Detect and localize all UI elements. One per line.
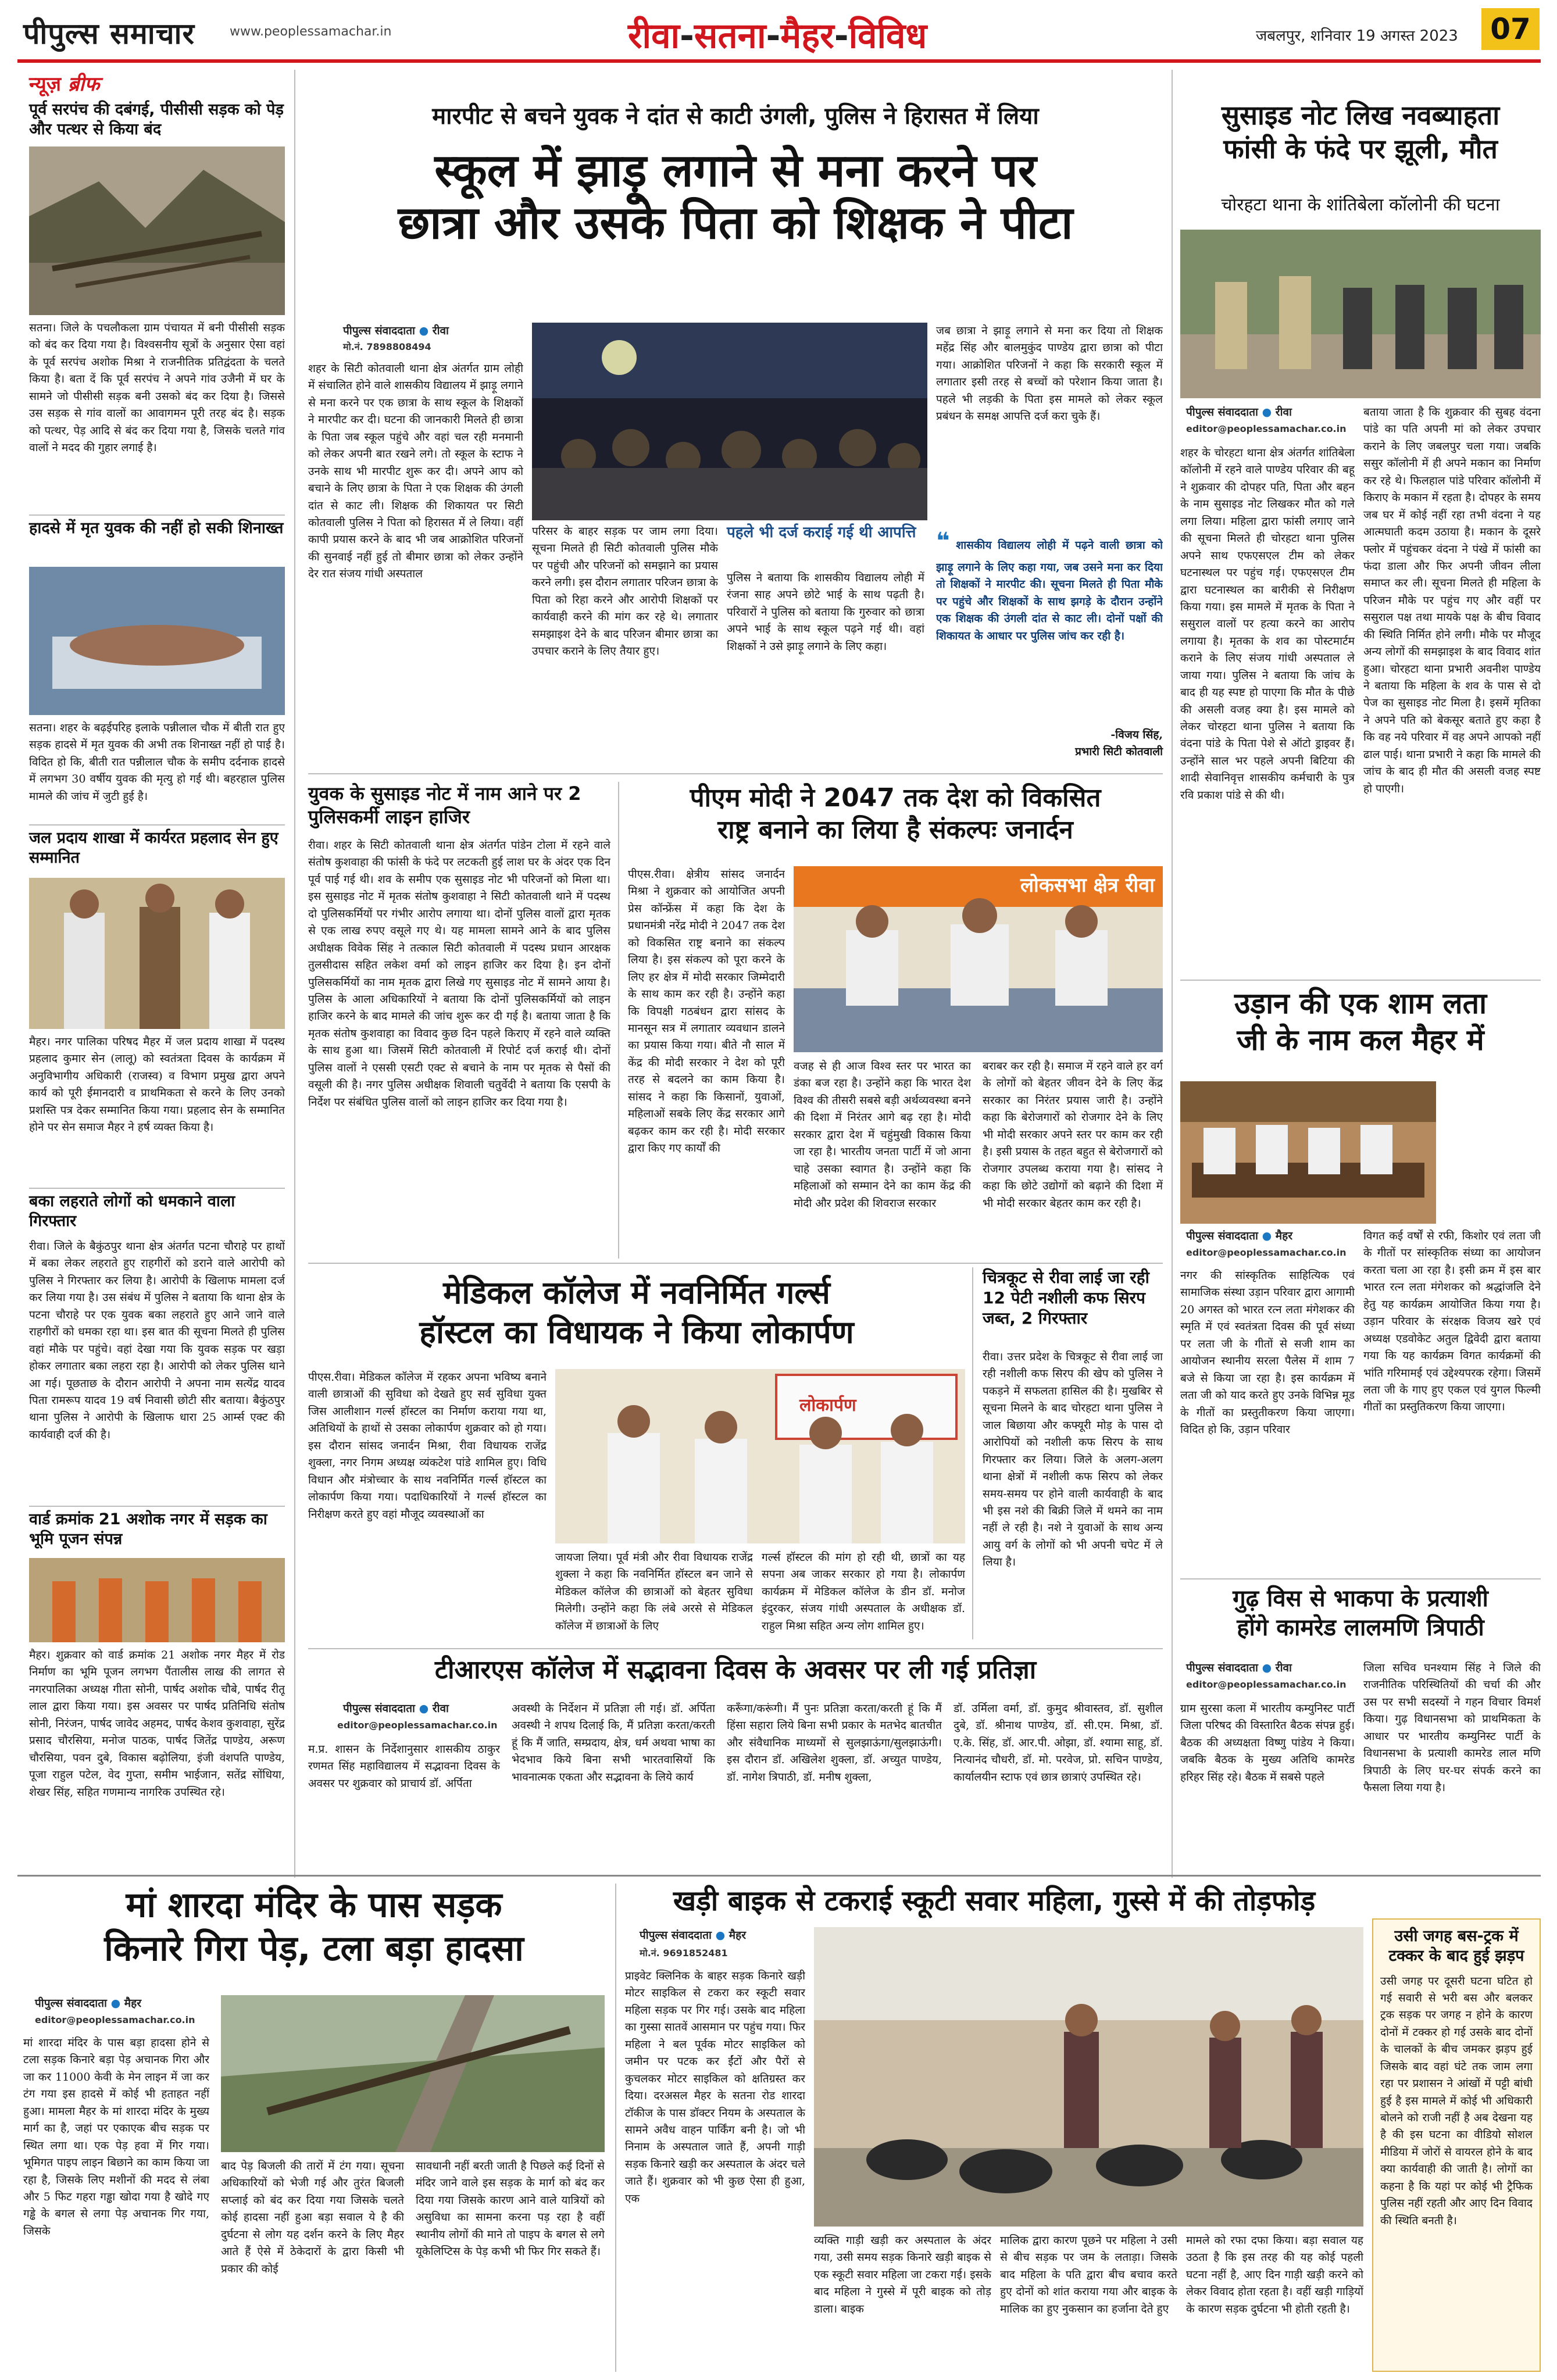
accident-victim-photo bbox=[29, 567, 285, 715]
reporter-email[interactable]: editor@peoplessamachar.co.in bbox=[1186, 1679, 1347, 1690]
lead-col3: पुलिस ने बताया कि शासकीय विद्यालय लोही में रंजना साह अपने छोटे भाई के साथ पढ़ती है। परिवारों ने पुलिस को बताया कि गुरुवार को छात्रा अपने भाई के साथ स्कूल पढ़ने गई थी। वहां शिक्षकों ने उसे झाड़ू लगाने के लिए कहा। bbox=[727, 571, 924, 653]
story-col1: शहर के चोरहटा थाना क्षेत्र अंतर्गत शांतिबेला कॉलोनी में रहने वाले पाण्डेय परिवार की बहू ने शुक्रवार की दोपहर पति, पिता और बहन के नाम सुसाइड नोट लिखकर मौत को गले लगा लिया। महिला द्वारा फांसी लगाए जाने की सूचना मिलते ही चोरहटा थाना पुलिस अपने साथ एफएसएल टीम को लेकर घटनास्थल पर पहुंच गई। एफएसएल टीम द्वारा घटनास्थल का बारीकी से निरीक्षण किया गया। इस मामले में मृतक के पिता ने ससुराल वालों पर हत्या करने का आरोप लगाया है। मृतका के शव का पोस्टमार्टम कराने के लिए संजय गांधी अस्पताल ले जाया गया। पुलिस ने बताया कि जांच के बाद ही यह स्पष्ट हो पाएगा कि मौत के पीछे की असली वजह क्या है। इस मामले को लेकर चोरहटा थाना पुलिस ने बताया कि वंदना पांडे के पिता पेशे से ऑटो ड्राइवर हैं। उन्होंने साल भर पहले अपनी बिटिया की शादी सेवानिवृत्त शासकीय कर्मचारी के पुत्र रवि प्रकाश पांडे से की थी। bbox=[1180, 446, 1355, 802]
box-body: उसी जगह पर दूसरी घटना घटित हो गई सवारी से भरी बस और बलकर ट्रक सड़क पर जगह न होने के कारण दोनों में टक्कर हो गई उसके बाद दोनों के चालकों के बीच जमकर झड़प हुई जिसके बाद वहां घंटे तक जाम लगा रहा पर प्रशासन ने आंखों में पट्टी बांधी हुई है इस मामले में कोई भी अधिकारी बोलने को राजी नहीं है अब देखना यह है की इस घटना का वीडियो सोशल मीडिया में जोरों से वायरल होने के बाद क्या कार्यवाही की जाती है। लोगों का कहना है कि यहां पर कोई भी ट्रैफिक पुलिस नहीं रहती और आए दिन विवाद की स्थिति बनती है। bbox=[1380, 1974, 1533, 2227]
banner-text: लोकार्पण bbox=[799, 1395, 856, 1416]
byline-place: मैहर bbox=[728, 1929, 747, 1942]
bottom-section-rule bbox=[17, 1875, 1541, 1877]
reporter-email[interactable]: editor@peoplessamachar.co.in bbox=[1186, 1247, 1347, 1258]
byline: पीपुल्स संवाददाता ● रीवा bbox=[343, 1702, 449, 1715]
brief-body: सतना। जिले के पचलौकला ग्राम पंचायत में बनी पीसीसी सड़क को बंद कर दिया गया है। विश्वसनीय सूत्रों के अनुसार ऐसा वहां के पूर्व सरपंच अशोक मिश्रा ने राजनीतिक प्रतिद्वंदता के चलते किया है। बता दें कि पूर्व सरपंच ने अपने गांव उजैनी में घर के सामने जो पीसीसी सड़क बनी उसको बंद कर दिया है। जिससे उस सड़क से गांव वालों का आवागमन पूरी तरह बंद है। सड़क को पत्थर, पेड़ आदि से बंद कर दिया गया है, जिसके चलते गांव वालों ने मदद की गुहार लगाई है। bbox=[29, 321, 285, 455]
press-conference-photo bbox=[794, 866, 1163, 1052]
meeting-photo bbox=[1180, 1081, 1436, 1224]
box-headline: उसी जगह बस-ट्रक में टक्कर के बाद हुई झड़प bbox=[1388, 1927, 1524, 1965]
byline-name: पीपुल्स संवाददाता bbox=[343, 1702, 415, 1715]
story-deck: चोरहटा थाना के शांतिबेला कॉलोनी की घटना bbox=[1221, 195, 1500, 215]
byline-name: पीपुल्स संवाददाता bbox=[343, 324, 415, 337]
story-headline-line1: पीएम मोदी ने 2047 तक देश को विकसित bbox=[690, 783, 1101, 813]
story-headline: खड़ी बाइक से टकराई स्कूटी सवार महिला, गुस्से में की तोड़फोड़ bbox=[673, 1885, 1316, 1917]
story-col3: सावधानी नहीं बरती जाती है पिछले कई दिनों से मंदिर जाने वाले इस सड़क के मार्ग को बंद कर दिया गया जिसके कारण आने वाले यात्रियों को असुविधा का सामना करना पड़ रहा है वहीं स्थानीय लोगों की माने तो पाइप के बगल से लगे यूकेलिप्टिस के पेड़ कभी भी फिर गिर सकते हैं। bbox=[416, 2160, 605, 2259]
story-col1: ग्राम सुरसा कला में भारतीय कम्युनिस्ट पार्टी जिला परिषद की विस्तारित बैठक संपन्न हुई। बैठक की अध्यक्षता विष्णु पांडेय ने किया। जबकि बैठक के मुख्य अतिथि कामरेड हरिहर सिंह रहे। बैठक में सबसे पहले bbox=[1180, 1702, 1355, 1784]
story-col2: जिला सचिव घनश्याम सिंह ने जिले की राजनीतिक परिस्थितियों की चर्चा की और उस पर सभी सदस्यों ने गहन विचार विमर्श किया। गुढ़ विधानसभा को प्राथमिकता के आधार पर भारतीय कम्युनिस्ट पार्टी के विधानसभा के प्रत्याशी कामरेड लाल मणि त्रिपाठी के लिए घर-घर संपर्क करने का फैसला लिया गया है। bbox=[1363, 1661, 1541, 1795]
divider bbox=[29, 1506, 285, 1507]
crime-scene-photo bbox=[1180, 230, 1541, 398]
brief-body: रीवा। जिले के बैकुंठपुर थाना क्षेत्र अंतर्गत पटना चौराहे पर हाथों में बका लेकर लहराते हुए राहगीरों को डराने वाले आरोपी को पुलिस ने गिरफ्तार कर लिया है। आरोपी के खिलाफ मामला दर्ज कर लिया गया है। उस संबंध में पुलिस ने बताया कि थाना क्षेत्र के पटना चौराहे पर एक युवक बका लहराते हुए आने जाने वाले राहगीरों को धमका रहा था। इस बात की सूचना मिलते ही पुलिस वहां मौके पर पहुंचे। वहां देखा गया कि युवक सड़क पर खड़ा होकर लगातार बका लहरा रहा है। आरोपी को लेकर पुलिस थाने आ गई। पूछताछ के दौरान आरोपी ने अपना नाम सत्येंद्र यादव पिता रामरूप यादव 19 वर्ष निवासी छोटी सीर बताया। बैकुंठपुर थाना पुलिस ने आरोपी के खिलाफ धारा 25 आर्म्स एक्ट की कार्यवाही दर्ज की है। bbox=[29, 1240, 285, 1441]
reporter-email[interactable]: editor@peoplessamachar.co.in bbox=[337, 1720, 498, 1731]
brief-tag-hi: न्यूज़ bbox=[29, 73, 61, 96]
divider bbox=[29, 514, 285, 516]
newspaper-logo: पीपुल्स समाचार bbox=[23, 17, 195, 51]
story-col2: बाद पेड़ बिजली की तारों में टंग गया। सूचना अधिकारियों को भेजी गई और तुरंत बिजली सप्लाई को बंद कर दिया गया जिसके चलते कोई हादसा नहीं हुआ बड़ा सवाल ये है की दुर्घटना से लोग यह दर्शन करने के लिए मैहर आते हैं ऐसे में ठेकेदारों के द्वारा किसी भी प्रकार की कोई bbox=[221, 2160, 404, 2275]
section-rewa: रीवा bbox=[628, 16, 680, 56]
byline: पीपुल्स संवाददाता ● मैहर bbox=[1186, 1230, 1293, 1242]
damaged-bike-photo bbox=[814, 1927, 1363, 2227]
column-divider bbox=[1172, 70, 1173, 1878]
divider bbox=[308, 1263, 1163, 1264]
divider bbox=[308, 1648, 1163, 1649]
section-title bbox=[628, 10, 927, 58]
divider bbox=[308, 773, 1163, 774]
story-col2: वजह से ही आज विश्व स्तर पर भारत का डंका बज रहा है। उन्होंने कहा कि भारत देश विश्व की तीसरी सबसे बड़ी अर्थव्यवस्था बनने की दिशा में निरंतर आगे बढ़ रहा है। मोदी सरकार द्वारा देश में चहुंमुखी विकास किया जा रहा है। भारतीय जनता पार्टी में जो आना चाहे उसका स्वागत है। उन्होंने कहा कि महिलाओं को सम्मान देने का काम केंद्र की मोदी और प्रदेश की शिवराज सरकार bbox=[794, 1060, 971, 1210]
story-col3: मामले को रफा दफा किया। बड़ा सवाल यह उठता है कि इस तरह की यह कोई पहली घटना नहीं है, आए दिन गाड़ी खड़ी करने को लेकर विवाद होता रहता है। वहीं खड़ी गाड़ियों के कारण सड़क दुर्घटना भी होती रहती है। bbox=[1186, 2234, 1363, 2315]
story-headline: टीआरएस कॉलेज में सद्भावना दिवस के अवसर पर ली गई प्रतिज्ञा bbox=[434, 1655, 1037, 1685]
brief-body: मैहर। शुक्रवार को वार्ड क्रमांक 21 अशोक नगर मैहर में रोड निर्माण का भूमि पूजन लगभग पैंतालीस लाख की लागत से नगरपालिका अध्यक्ष गीता सोनी, पार्षद अशोक चौबे, पार्षद रीतू लाल द्वारा किया गया। इस अवसर पर पार्षद प्रतिनिधि संतोष सोनी, निरंजन, पार्षद जावेद अहमद, पार्षद केशव कुशवाहा, सुरेंद्र प्रसाद चौरसिया, मनोज पाठक, पार्षद जितेंद्र पाण्डेय, अरूण चौरसिया, पवन दुबे, विकास बढ़ोलिया, इंजी वंशपति पाण्डेय, पूजा राहुल पटेल, वेद गुप्ता, समीम भाईजान, सतेंद्र सोंधिया, शेखर सिंह, सहित गणमान्य नागरिक उपस्थित रहे। bbox=[29, 1649, 285, 1799]
divider bbox=[29, 824, 285, 826]
story-headline bbox=[308, 1273, 965, 1352]
quote-author-role: प्रभारी सिटी कोतवाली bbox=[1075, 745, 1163, 759]
byline-place: रीवा bbox=[1275, 1661, 1292, 1674]
story-headline bbox=[1180, 1584, 1541, 1642]
lead-subhead: पहले भी दर्ज कराई गई थी आपत्ति bbox=[727, 524, 916, 541]
story-headline: चित्रकूट से रीवा लाई जा रही 12 पेटी नशीली कफ सिरप जब्त, 2 गिरफ्तार bbox=[983, 1268, 1149, 1328]
story-col3: करूँगा/करूंगी। मैं पुनः प्रतिज्ञा करता/करती हूं कि मैं हिंसा सहारा लिये बिना सभी प्रकार के मतभेद बातचीत और संवैधानिक माध्यमों से सुलझाऊंगा/सुलझाऊंगी। इस दौरान डॉ. अखिलेश शुक्ला, डॉ. अच्युत पाण्डेय, डॉ. नागेश त्रिपाठी, डॉ. मनीष शुक्ला, bbox=[727, 1702, 942, 1784]
story-headline-line2: जी के नाम कल मैहर में bbox=[1237, 1023, 1484, 1057]
column-divider bbox=[972, 1267, 973, 1639]
column-divider bbox=[615, 1884, 616, 2372]
fallen-tree-photo bbox=[29, 146, 285, 315]
divider bbox=[29, 1188, 285, 1189]
lead-kicker: मारपीट से बचने युवक ने दांत से काटी उंगली, पुलिस ने हिरासत में लिया bbox=[432, 103, 1039, 130]
byline: पीपुल्स संवाददाता ● मैहर bbox=[640, 1929, 747, 1942]
story-headline-line2: होंगे कामरेड लालमणि त्रिपाठी bbox=[1237, 1614, 1484, 1641]
lead-headline bbox=[308, 145, 1163, 249]
story-col2: मालिक द्वारा कारण पूछने पर महिला ने उसी से बीच सड़क पर जम के लताड़ा। जिसके बाद महिला के पति द्वारा बीच बचाव करते हुए दोनों को शांत कराया गया और बाइक के मालिक का हुए नुकसान का हर्जाना देते हुए bbox=[1000, 2234, 1177, 2315]
byline-place: मैहर bbox=[124, 1997, 142, 2010]
byline: पीपुल्स संवाददाता ● मैहर bbox=[35, 1997, 142, 2010]
section-sep: - bbox=[679, 16, 694, 56]
side-box bbox=[1372, 1918, 1541, 2372]
story-headline bbox=[1180, 985, 1541, 1058]
brief-body: सतना। शहर के बढ़ईपरिह इलाके पन्नीलाल चौक में बीती रात हुए सड़क हादसे में मृत युवक की अभी तक शिनाख्त नहीं हो पाई है। विदित हो कि, बीती रात पन्नीलाल चौक के समीप दर्दनाक हादसे में लगभग 30 वर्षीय युवक की मृत्यु हो गई थी। बहरहाल पुलिस मामले की जांच में जुटी हुई है। bbox=[29, 721, 285, 803]
byline-place: रीवा bbox=[1275, 406, 1292, 419]
news-brief-tag bbox=[29, 70, 99, 97]
story-headline bbox=[1180, 99, 1541, 166]
column-divider bbox=[294, 70, 295, 1878]
byline-name: पीपुल्स संवाददाता bbox=[1186, 406, 1258, 419]
fallen-tree-road-photo bbox=[221, 1995, 605, 2152]
story-headline bbox=[628, 782, 1163, 846]
story-col1: नगर की सांस्कृतिक साहित्यिक एवं सामाजिक संस्था उड़ान परिवार द्वारा आगामी 20 अगस्त को भारत रत्न लता मंगेशकर की स्मृति में एवं स्वतंत्रता दिवस की पूर्व संध्या पर लता जी के गीतों से सजी शाम का आयोजन स्थानीय सरला पैलेस में शाम 7 बजे से किया जा रहा है। इस कार्यक्रम में लता जी को याद करते हुए उनके विभिन्न मूड के गीतों का प्रस्तुतीकरण किया जाएगा। विदित हो कि, उड़ान परिवार bbox=[1180, 1269, 1355, 1436]
section-maihar: मैहर bbox=[780, 16, 834, 56]
quote-author bbox=[936, 727, 1163, 761]
brief-tag-en: ब्रीफ bbox=[67, 73, 100, 96]
lead-headline-line2: छात्रा और उसके पिता को शिक्षक ने पीटा bbox=[398, 196, 1073, 249]
page-number: 07 bbox=[1481, 8, 1540, 50]
brief-headline: जल प्रदाय शाखा में कार्यरत प्रहलाद सेन हुए सम्मानित bbox=[29, 829, 278, 867]
section-sep: - bbox=[766, 16, 781, 56]
byline: पीपुल्स संवाददाता ● रीवा bbox=[1186, 406, 1292, 419]
website-url[interactable]: www.peoplessamachar.in bbox=[230, 24, 392, 39]
story-col2-start bbox=[1442, 1081, 1541, 1105]
protest-night-photo bbox=[532, 323, 927, 520]
story-body: रीवा। उत्तर प्रदेश के चित्रकूट से रीवा लाई जा रही नशीली कफ सिरप की खेप को पुलिस ने पकड़ने में सफलता हासिल की है। मुखबिर से सूचना मिलने के बाद चोरहटा थाना पुलिस ने जाल बिछाया और कफ्यूरी मोड़ के पास दो आरोपियों को नशीली कफ सिरप के साथ गिरफ्तार कर लिया। जिले के अलग-अलग थाना क्षेत्रों में नशीली कफ सिरप को लेकर समय-समय पर होने वाली कार्यवाही के बाद भी इस नशे की बिक्री जिले में थमने का नाम नहीं ले रही है। नशे ने युवाओं के साथ अन्य आयु वर्ग के लोगों को भी अपनी चपेट में ले लिया है। bbox=[983, 1350, 1163, 1569]
lead-col1: शहर के सिटी कोतवाली थाना क्षेत्र अंतर्गत ग्राम लोही में संचालित होने वाले शासकीय विद्यालय में झाड़ू लगाने से मना करने पर एक छात्रा के साथ स्कूल के शिक्षकों ने मारपीट कर दी। घटना की जानकारी मिलते ही छात्रा के पिता जब स्कूल पहुंचे और वहां चल रही मनमानी को लेकर अपनी बात रखने लगे। तो स्कूल के स्टाफ ने उनके साथ भी मारपीट शुरू कर दी। अपने आप को बचाने के लिए छात्रा के पिता ने एक शिक्षक की उंगली दांत से काट ली। शिक्षक की शिकायत पर सिटी कोतवाली पुलिस ने पिता को हिरासत में ले लिया। वहीं कापी प्रयास करने के बाद भी जब आक्रोशित परिजनों की सुनवाई नहीं हुई तो बीमार छात्रा को लेकर उन्होंने देर रात संजय गांधी अस्पताल bbox=[308, 362, 523, 581]
story-col3: बराबर कर रही है। समाज में रहने वाले हर वर्ग के लोगों को बेहतर जीवन देने के लिए केंद्र सरकार का निरंतर प्रयास जारी है। उन्होंने कहा कि बेरोजगारों को रोजगार देने के लिए भी मोदी सरकार अपने स्तर पर काम कर रही है। इसी प्रयास के तहत बहुत से बेरोजगारों को रोजगार उपलब्ध कराया गया है। सांसद ने कहा कि छोटे उद्योगों को बढ़ाने की दिशा में भी मोदी सरकार बेहतर काम कर रही है। bbox=[983, 1060, 1163, 1210]
brief-headline: पूर्व सरपंच की दबंगई, पीसीसी सड़क को पेड़ और पत्थर से किया बंद bbox=[29, 101, 284, 138]
story-col2: अवस्थी के निर्देशन में प्रतिज्ञा ली गई। डॉ. अर्पिता अवस्थी ने शपथ दिलाई कि, मैं प्रतिज्ञा करता/करती हूं कि मैं जाति, सम्प्रदाय, क्षेत्र, धर्म अथवा भाषा का भेदभाव किये बिना सभी भारतवासियों कि भावनात्मक एकता और सद्भावना के लिये कार्य bbox=[512, 1702, 715, 1784]
story-headline-line2: फांसी के फंदे पर झूली, मौत bbox=[1223, 133, 1498, 165]
felicitation-photo bbox=[29, 878, 285, 1029]
story-col2: बताया जाता है कि शुक्रवार की सुबह वंदना पांडे का पति अपनी मां को लेकर उपचार कराने के लिए जबलपुर चला गया। जबकि ससुर कॉलोनी में ही अपने मकान का निर्माण कर रहे थे। फिलहाल पांडे परिवार कॉलोनी में किराए के मकान में रहता है। दोपहर के समय जब घर में कोई नहीं रहा तभी वंदना ने यह आत्मघाती कदम उठाया है। मकान के दूसरे फ्लोर में पहुंचकर वंदना ने पंखे में फांसी का फंदा डाला और फिर अपनी जीवन लीला समाप्त कर ली। सूचना मिलते ही महिला के परिजन मौके पर पहुंच गए और वहीं पर ससुराल पक्ष तथा मायके पक्ष के बीच विवाद की स्थिति निर्मित होने लगी। मौके पर मौजूद अन्य लोगों की समझाइश के बाद विवाद शांत हुआ। चोरहटा थाना प्रभारी अवनीश पाण्डेय ने बताया कि महिला के शव के पास से दो पेज का सुसाइड नोट मिला है। इसमें मृतिका ने अपने पति को बेकसूर बताते हुए कहा है कि वह नये परिवार में वह अपने आपको नहीं ढाल पाई। थाना प्रभारी ने कहा कि मामले की जांच के बाद ही मौत की असली वजह स्पष्ट हो पाएगी। bbox=[1363, 406, 1541, 795]
column-divider bbox=[618, 782, 619, 1259]
quote-author-name: -विजय सिंह, bbox=[1110, 728, 1163, 741]
quote-icon: ❝ bbox=[936, 528, 950, 555]
lead-quote bbox=[936, 523, 1163, 721]
story-col4: डॉ. उर्मिला वर्मा, डॉ. कुमुद श्रीवास्तव, डॉ. सुशील दुबे, डॉ. श्रीनाथ पाण्डेय, डॉ. सी.एम. मिश्रा, डॉ. ए.के. सिंह, डॉ. आर.पी. ओझा, डॉ. श्यामा साहू, डॉ. नित्यानंद चौधरी, डॉ. मो. परवेज, प्रो. सचिन पाण्डेय, कार्यालयीन स्टाफ एवं छात्र छात्राएं उपस्थित रहे। bbox=[954, 1702, 1163, 1784]
story-body: रीवा। शहर के सिटी कोतवाली थाना क्षेत्र अंतर्गत पांडेन टोला में रहने वाले संतोष कुशवाहा की फांसी के फंदे पर लटकती हुई लाश घर के अंदर एक दिन पूर्व पाई गई थी। शव के समीप एक सुसाइड नोट भी परिजनों को मिला था। इस सुसाइड नोट में मृतक संतोष कुशवाहा ने सिटी कोतवाली थाने में पदस्थ दो पुलिसकर्मियों पर गंभीर आरोप लगाया था। दोनों पुलिस वालों द्वारा मृतक से एक लाख रुपए वसूले गए थे। यह मामला सामने आने के बाद पुलिस अधीक्षक विवेक सिंह ने तत्काल सिटी कोतवाली में पदस्थ प्रधान आरक्षक तुलसीदास सहित लकेश वर्मा को लाइन हाजिर कर दिया है। इन दोनों पुलिसकर्मियों का नाम मृतक द्वारा लिखे गए सुसाइड नोट में सामने आया है। पुलिस के आला अधिकारियों ने बताया कि दोनों पुलिसकर्मियों को लाइन हाजिर करने के बाद मामले की जांच शुरू कर दी गई है। बताया जाता है कि मृतक संतोष कुशवाहा का विवाद कुछ दिन पहले किराए में रहने वाले व्यक्ति के साथ हुआ था। जिसमें सिटी कोतवाली में रिपोर्ट दर्ज कराई थी। दोनों पुलिस वालों ने एससी एसटी एक्ट से बचाने के नाम पर मृतक से पैसों की वसूली की है। नगर पुलिस अधीक्षक शिवाली चतुर्वेदी ने बताया कि एसपी के निर्देश पर संबंधित पुलिस वालों को लाइन हाजिर कर दिया गया है। bbox=[308, 839, 610, 1109]
story-col2: जायजा लिया। पूर्व मंत्री और रीवा विधायक राजेंद्र शुक्ला ने कहा कि नवनिर्मित हॉस्टल बन जाने से मेडिकल कॉलेज की छात्राओं को बेहतर सुविधा मिलेगी। उन्होंने कहा कि लंबे अरसे से मेडिकल कॉलेज में छात्राओं के लिए bbox=[555, 1551, 753, 1632]
story-col1: पीएस.रीवा। क्षेत्रीय सांसद जनार्दन मिश्रा ने शुक्रवार को आयोजित अपनी प्रेस कॉन्फ्रेंस में कहा कि देश के प्रधानमंत्री नरेंद्र मोदी ने 2047 तक देश को विकसित राष्ट्र बनाने का संकल्प लिया है। इस संकल्प को पूरा करने के लिए हर क्षेत्र में मोदी सरकार जिम्मेदारी के साथ काम कर रही है। उन्होंने कहा कि विपक्षी गठबंधन द्वारा सांसद के मानसून सत्र में लगातार व्यवधान डालने का प्रयास किया गया। बीते नौ साल में केंद्र की मोदी सरकार ने देश को पूरी तरह से बदलने का काम किया है। सांसद ने कहा कि किसानों, युवाओं, महिलाओं सबके लिए केंद्र सरकार आगे बढ़कर काम कर रही है। मोदी सरकार द्वारा किए गए कार्यों की bbox=[628, 868, 785, 1155]
byline-name: पीपुल्स संवाददाता bbox=[1186, 1661, 1258, 1674]
brief-body: मैहर। नगर पालिका परिषद मैहर में जल प्रदाय शाखा में पदस्थ प्रहलाद कुमार सेन (लालू) को स्वतंत्रता दिवस के कार्यक्रम में अनुविभागीय अधिकारी (राजस्व) व विभाग प्रमुख द्वारा अपने कार्य को पूरी ईमानदारी व प्राथमिकता से करने के लिए उनको प्रशस्ति पत्र देकर सम्मानित किया गया। प्रहलाद सेन के सम्मानित होने पर सेन समाज मैहर ने हर्ष व्यक्त किया है। bbox=[29, 1035, 285, 1134]
brief-headline: हादसे में मृत युवक की नहीं हो सकी शिनाख्त bbox=[29, 519, 284, 537]
story-headline-line1: सुसाइड नोट लिख नवब्याहता bbox=[1221, 99, 1500, 131]
lead-quote-text: शासकीय विद्यालय लोही में पढ़ने वाली छात्रा को झाड़ू लगाने के लिए कहा गया, जब उसने मना कर दिया तो शिक्षकों ने मारपीट की। सूचना मिलते ही पिता मौके पर पहुंचे और शिक्षकों के साथ झगड़े के दौरान उन्होंने एक शिक्षक की उंगली दांत से काट ली। दोनों पक्षों की शिकायत के आधार पर पुलिस जांच कर रही है। bbox=[936, 539, 1163, 642]
reporter-mobile: मो.नं. 7898808494 bbox=[343, 341, 431, 352]
story-intro: प्राइवेट क्लिनिक के बाहर सड़क किनारे खड़ी मोटर साइकिल से टकरा कर स्कूटी सवार महिला सड़क पर गिर गई। उसके बाद महिला का गुस्सा सातवें आसमान पर पहुंच गया। फिर महिला ने बल पूर्वक मोटर साइकिल को जमीन पर पटक कर ईंटों और पैरों से कुचलकर मोटर साइकिल को क्षतिग्रस्त कर दिया। दरअसल मैहर के सतना रोड शारदा टॉकीज के पास डॉक्टर नियम के अस्पताल के सामने अवैध वाहन पार्किंग बनी है। जो भी निनाम के अस्पताल जाते हैं, अपनी गाड़ी सड़क किनारे खड़ी कर अस्पताल के अंदर चले जाते हैं। शुक्रवार को भी कुछ ऐसा ही हुआ, एक bbox=[625, 1970, 805, 2205]
story-headline-line2: राष्ट्र बनाने का लिया है संकल्पः जनार्दन bbox=[717, 815, 1073, 845]
story-col1: म.प्र. शासन के निर्देशानुसार शासकीय ठाकुर रणमत सिंह महाविद्यालय में सद्भावना दिवस के अवसर पर शुक्रवार को प्राचार्य डॉ. अर्पिता bbox=[308, 1743, 500, 1790]
inauguration-photo bbox=[555, 1369, 965, 1543]
section-satna: सतना bbox=[694, 16, 766, 56]
byline-place: रीवा bbox=[432, 1702, 449, 1715]
masthead-rule bbox=[17, 59, 1541, 63]
section-sep: - bbox=[834, 16, 849, 56]
byline: पीपुल्स संवाददाता ● रीवा bbox=[343, 324, 449, 337]
story-headline-line2: हॉस्टल का विधायक ने किया लोकार्पण bbox=[419, 1313, 854, 1350]
divider bbox=[1180, 980, 1541, 981]
brief-headline: वार्ड क्रमांक 21 अशोक नगर में सड़क का भूमि पूजन संपन्न bbox=[29, 1510, 267, 1548]
divider bbox=[1180, 1578, 1541, 1579]
byline-place: मैहर bbox=[1275, 1230, 1293, 1242]
edition-date: जबलपुर, शनिवार 19 अगस्त 2023 bbox=[1256, 27, 1458, 45]
reporter-mobile: मो.नं. 9691852481 bbox=[640, 1947, 728, 1959]
bhoomi-pujan-photo bbox=[29, 1558, 285, 1642]
byline-name: पीपुल्स संवाददाता bbox=[1186, 1230, 1258, 1242]
byline-name: पीपुल्स संवाददाता bbox=[640, 1929, 712, 1942]
lead-headline-line1: स्कूल में झाड़ू लगाने से मना करने पर bbox=[434, 145, 1037, 197]
section-vividh: विविध bbox=[848, 16, 927, 56]
story-headline-line1: उड़ान की एक शाम लता bbox=[1234, 987, 1487, 1020]
story-headline-line1: मां शारदा मंदिर के पास सड़क bbox=[126, 1885, 502, 1925]
banner-text: लोकसभा क्षेत्र रीवा bbox=[1020, 874, 1155, 897]
story-col1: पीएस.रीवा। मेडिकल कॉलेज में रहकर अपना भविष्य बनाने वाली छात्राओं की सुविधा को देखते हुए सर्व सुविधा युक्त जिस आलीशान गर्ल्स हॉस्टल का निर्माण कराया गया था, अतिथियों के हाथों से उसका लोकार्पण शुक्रवार को हो गया। इस दौरान सांसद जनार्दन मिश्रा, रीवा विधायक राजेंद्र शुक्ला, नगर निगम अध्यक्ष व्यंकटेश पांडे शामिल हुए। विधि विधान और मंत्रोच्चार के साथ नवनिर्मित गर्ल्स हॉस्टल का लोकार्पण किया गया। पदाधिकारियों ने गर्ल्स हॉस्टल का निरीक्षण करते हुए वहां मौजूद व्यवस्थाओं का bbox=[308, 1371, 547, 1521]
reporter-email[interactable]: editor@peoplessamachar.co.in bbox=[35, 2014, 195, 2025]
story-col1: मां शारदा मंदिर के पास बड़ा हादसा होने से टला सड़क किनारे बड़ा पेड़ अचानक गिरा और जा कर 11000 केवी के मेन लाइन में जा कर टंग गया इस हादसे में कोई भी हताहत नहीं हुआ। मामला मैहर के मां शारदा मंदिर के मुख्य मार्ग का है, जहां पर एकाएक बीच सड़क पर स्थित लगा था। एक पेड़ हवा में गिर गया। भूमिगत पाइप लाइन बिछाने का काम किया जा रहा है, जिसके लिए मशीनों की मदद से लंबा और 5 फिट गहरा गड्ढा खोदा गया है खोदे गए गड्ढे के बगल से लगा पेड़ अचानक गिर गया, जिसके bbox=[23, 2036, 209, 2238]
story-col1: व्यक्ति गाड़ी खड़ी कर अस्पताल के अंदर गया, उसी समय सड़क किनारे खड़ी बाइक से एक स्कूटी सवार महिला जा टकरा गई। इसके बाद महिला ने गुस्से में पूरी बाइक को तोड़ डाला। बाइक bbox=[814, 2234, 991, 2315]
byline-place: रीवा bbox=[432, 324, 449, 337]
brief-headline: बका लहराते लोगों को धमकाने वाला गिरफ्तार bbox=[29, 1192, 235, 1230]
lead-col4: जब छात्रा ने झाड़ू लगाने से मना कर दिया तो शिक्षक महेंद्र सिंह और बालमुकुंद पाण्डेय द्वारा छात्रा को पीटा गया। आक्रोशित परिजनों ने कहा कि सरकारी स्कूल में लगातार इसी तरह से बच्चों को परेशान किया जाता है। पहले भी लड़की के पिता इस मामले को लेकर स्कूल प्रबंधन के समक्ष आपत्ति दर्ज करा चुके हैं। bbox=[936, 324, 1163, 423]
reporter-email[interactable]: editor@peoplessamachar.co.in bbox=[1186, 423, 1347, 434]
story-col2: विगत कई वर्षों से रफी, किशोर एवं लता जी के गीतों पर सांस्कृतिक संध्या का आयोजन करता चला आ रहा है। इसी क्रम में इस बार भारत रत्न लता मंगेशकर को श्रद्धांजलि देने हेतु यह कार्यक्रम आयोजित किया गया है। उड़ान परिवार के संरक्षक विजय खरे एवं अध्यक्ष एडवोकेट अतुल द्विवेदी द्वारा बताया गया कि यह कार्यक्रम विगत कार्यक्रमों की भांति गरिमामई एवं उद्देश्यपरक रहेगा। जिसमें लता जी के गाए हुए एकल एवं युगल फिल्मी गीतों का प्रस्तुतिकरण किया जाएगा। bbox=[1363, 1230, 1541, 1414]
story-headline-line1: गुढ़ विस से भाकपा के प्रत्याशी bbox=[1233, 1585, 1488, 1612]
lead-col2: परिसर के बाहर सड़क पर जाम लगा दिया। सूचना मिलते ही सिटी कोतवाली पुलिस मौके पर पहुंची और परिजनों को समझाने का प्रयास करने लगी। इस दौरान लगातार परिजन छात्रा के पिता को रिहा करने और आरोपी शिक्षकों पर कार्यवाही करने की मांग कर रहे थे। लगातार समझाइश देने के बाद परिजन बीमार छात्रा का उपचार कराने के लिए तैयार हुए। bbox=[532, 525, 718, 658]
story-headline: युवक के सुसाइड नोट में नाम आने पर 2 पुलिसकर्मी लाइन हाजिर bbox=[308, 782, 581, 828]
story-headline-line1: मेडिकल कॉलेज में नवनिर्मित गर्ल्स bbox=[443, 1274, 830, 1311]
byline-name: पीपुल्स संवाददाता bbox=[35, 1997, 107, 2010]
byline: पीपुल्स संवाददाता ● रीवा bbox=[1186, 1661, 1292, 1674]
story-headline bbox=[23, 1884, 605, 1971]
story-col3: गर्ल्स हॉस्टल की मांग हो रही थी, छात्रों का यह सपना अब जाकर सरकार हो गया है। लोकार्पण कार्यक्रम में मेडिकल कॉलेज के डीन डॉ. मनोज इंदुरकर, संजय गांधी अस्पताल के अधीक्षक डॉ. राहुल मिश्रा सहित अन्य लोग शामिल हुए। bbox=[762, 1551, 965, 1632]
story-headline-line2: किनारे गिरा पेड़, टला बड़ा हादसा bbox=[104, 1928, 524, 1969]
